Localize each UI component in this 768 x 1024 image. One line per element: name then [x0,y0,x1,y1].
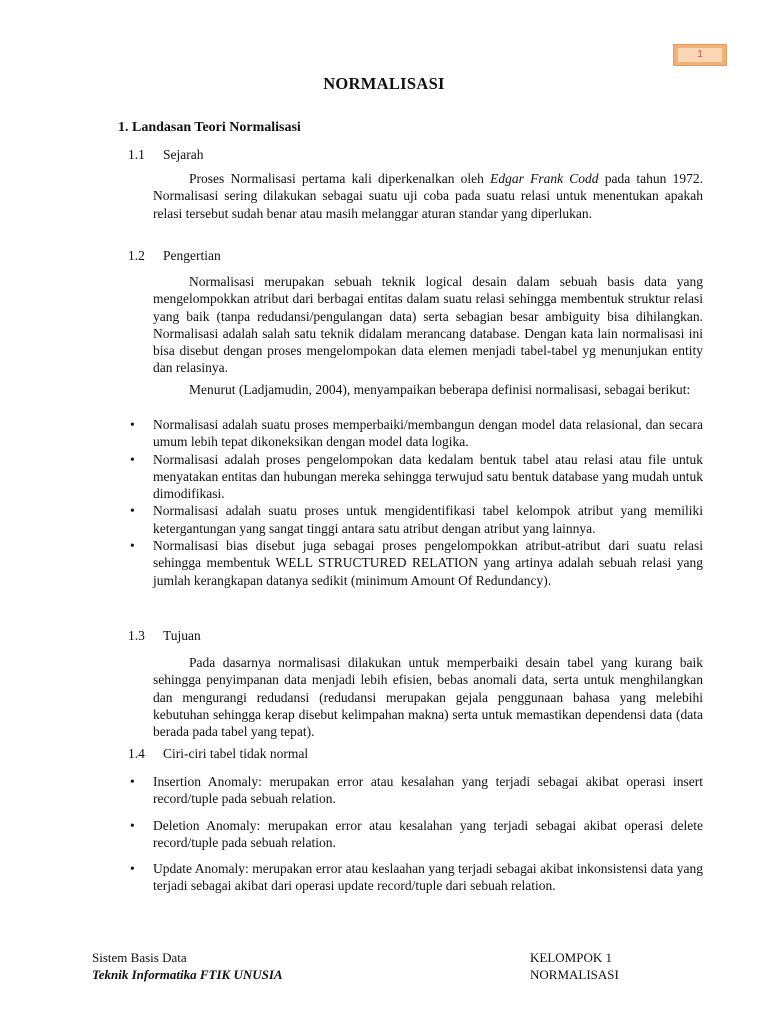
bullet: • [130,451,135,467]
subsection-1-4-heading [128,746,308,762]
list-item-text: Deletion Anomaly: merupakan error atau kesalahan yang terjadi sebagai akibat operasi delete record/tuple pada sebuah relation. [153,818,703,851]
subsection-number: 1.3 [128,628,145,643]
paragraph-text: Menurut (Ladjamudin, 2004), menyampaikan beberapa definisi normalisasi, sebagai berikut: [189,382,691,397]
bullet: • [130,861,135,876]
topic-name: NORMALISASI [530,967,619,982]
subsection-title: Tujuan [163,628,201,643]
list-item-text: Normalisasi adalah suatu proses memperbaiki/membangun dengan model data relasional, dan secara umum lebih tepat dikoneksikan dengan model data logika. [153,417,703,450]
anomaly-list-1 [130,773,703,808]
bullet: • [130,538,135,554]
bullet: • [130,774,135,789]
anomaly-list-2 [130,817,703,852]
list-item [130,860,703,895]
list-item-text: Normalisasi adalah suatu proses untuk mengidentifikasi tabel kelompok atribut yang memiliki ketergantungan yang sangat tinggi antara satu atribut dengan atribut yang lainnya. [153,503,703,536]
group-name: KELOMPOK 1 [530,950,612,965]
page-title: NORMALISASI [323,74,445,93]
institution-name: Teknik Informatika FTIK UNUSIA [92,967,283,982]
section-number: 1. [118,120,129,135]
list-item-text: Normalisasi bias disebut juga sebagai proses pengelompokkan atribut-atribut dari suatu relasi sehingga membentuk WELL STRUCTURED RELATION yang artinya adalah sebuah relasi yang jumlah kerangkapan datanya sedikit (minimum Amount Of Redundancy). [153,538,703,588]
pengertian-paragraph [153,273,703,377]
subsection-1-1-heading [128,147,203,163]
paragraph-text: Pada dasarnya normalisasi dilakukan untuk memperbaiki desain tabel yang kurang baik sehingga penyimpanan data menjadi lebih efisien, bebas anomali data, serta untuk menghilangkan dan mengurangi redudansi (redudansi merupakan gejala penggunaan bahasa yang melebihi kebutuhan sehingga kerap disebut kelimpahan makna) serta untuk memastikan dependensi data (data berada pada tabel yang tepat). [153,655,703,740]
list-item [130,451,703,503]
sejarah-paragraph [153,170,703,222]
subsection-number: 1.2 [128,248,145,263]
anomaly-list-3 [130,860,703,895]
definition-list [130,416,703,589]
footer-right [530,949,619,983]
list-item [130,773,703,808]
subsection-title: Ciri-ciri tabel tidak normal [163,746,309,761]
list-item-text: Insertion Anomaly: merupakan error atau kesalahan yang terjadi sebagai akibat operasi insert record/tuple pada sebuah relation. [153,774,703,807]
page-number: 1 [678,48,722,62]
list-item [130,416,703,451]
section-title: Landasan Teori Normalisasi [132,120,301,135]
paragraph-text: Normalisasi merupakan sebuah teknik logical desain dalam sebuah basis data yang mengelompokkan atribut dari berbagai entitas dalam suatu relasi sehingga membentuk struktur relasi yang baik (tanpa redudansi/pengulangan data) serta sebagian besar ambiguity bisa dihilangkan. Normalisasi adalah salah satu teknik didalam merancang database. Dengan kata lain normalisasi ini bisa disebut dengan proses mengelompokan data elemen menjadi tabel-tabel yg menunjukan entity dan relasinya. [153,274,703,376]
list-item-text: Normalisasi adalah proses pengelompokan data kedalam bentuk tabel atau relasi atau file untuk menyatakan entitas dan hubungan mereka sehingga terwujud satu bentuk database yang mudah untuk dimodifikasi. [153,451,703,502]
list-item [130,502,703,537]
bullet: • [130,417,135,432]
subsection-1-3-heading [128,628,201,644]
list-item [130,817,703,852]
subsection-1-2-heading [128,248,221,264]
subsection-number: 1.1 [128,147,145,162]
footer-left [92,949,283,983]
subsection-title: Pengertian [163,248,221,263]
bullet: • [130,818,135,833]
list-item [130,537,703,589]
section-heading [118,120,301,136]
text-run: Proses Normalisasi pertama kali diperkenalkan oleh [189,171,491,186]
bullet: • [130,503,135,519]
course-name: Sistem Basis Data [92,950,187,965]
text-run: pada tahun 1972. Normalisasi sering dilakukan sebagai suatu uji coba pada suatu relasi untuk menentukan apakah relasi tersebut sudah benar atau masih melanggar aturan standar yang diperlukan. [153,171,704,221]
menurut-paragraph [153,381,703,398]
subsection-number: 1.4 [128,746,145,761]
page-number-badge [673,44,727,66]
subsection-title: Sejarah [163,147,204,162]
author-name: Edgar Frank Codd [490,171,599,186]
tujuan-paragraph [153,654,703,740]
list-item-text: Update Anomaly: merupakan error atau keslaahan yang terjadi sebagai akibat inkonsistensi data yang terjadi sebagai akibat dari operasi update record/tuple dari sebuah relation. [153,861,703,894]
